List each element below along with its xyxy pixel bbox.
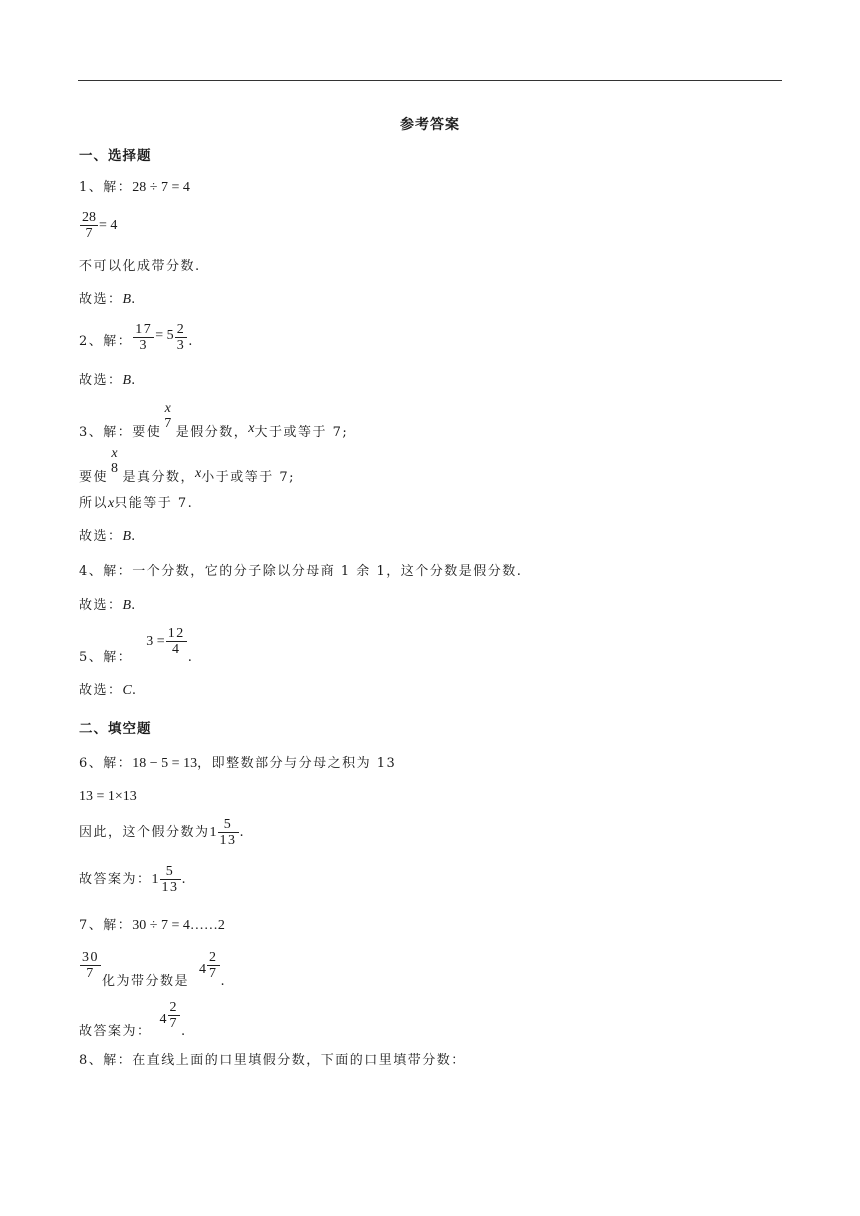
q3-text-3: 是真分数， bbox=[122, 470, 196, 485]
q6-line-1 bbox=[79, 756, 396, 772]
q7-mixed-den: 7 bbox=[209, 966, 218, 981]
q1-answer-prefix: 故选： bbox=[79, 292, 123, 307]
q4-answer-suffix: . bbox=[131, 598, 137, 613]
q5-prefix: 5、解： bbox=[79, 650, 133, 665]
q7-mixed-whole: 4 bbox=[199, 962, 207, 977]
q6-answer bbox=[79, 864, 187, 895]
q5-line bbox=[79, 626, 193, 665]
q7-answer-fraction bbox=[168, 1000, 181, 1031]
q3-line-3 bbox=[79, 496, 193, 512]
header-rule bbox=[78, 80, 782, 81]
q7-fraction-den: 7 bbox=[86, 966, 95, 981]
q3-answer-suffix: . bbox=[131, 529, 137, 544]
q5-lhs: 3 = bbox=[146, 634, 165, 649]
q3-answer-letter: B bbox=[122, 529, 132, 544]
q6-mixed-den: 13 bbox=[219, 833, 237, 848]
q2-answer bbox=[79, 373, 137, 389]
q4-answer-letter: B bbox=[122, 598, 132, 613]
q7-text-1: 化为带分数是 bbox=[102, 974, 190, 989]
q3-var-3: x bbox=[108, 496, 115, 511]
q2-answer-suffix: . bbox=[131, 373, 137, 388]
q2-equals-whole: = 5 bbox=[155, 328, 174, 343]
q7-mixed-num: 2 bbox=[209, 950, 218, 965]
q2-fraction-2-den: 3 bbox=[176, 338, 186, 353]
q7-answer bbox=[79, 1000, 187, 1039]
q1-fraction-rhs: = 4 bbox=[99, 218, 118, 233]
q7-answer-suffix: . bbox=[181, 1024, 187, 1039]
q2-fraction-1 bbox=[133, 322, 154, 353]
q6-answer-whole: 1 bbox=[151, 872, 159, 887]
q7-prefix: 7、解： bbox=[79, 918, 133, 933]
q7-fraction bbox=[80, 950, 101, 981]
q5-fraction bbox=[166, 626, 187, 657]
q2-suffix: . bbox=[188, 334, 194, 349]
section-heading-choice: 一、选择题 bbox=[79, 148, 152, 164]
q7-mixed-fraction bbox=[207, 950, 220, 981]
q2-fraction-1-num: 17 bbox=[135, 322, 153, 337]
q5-answer-suffix: . bbox=[131, 683, 138, 698]
q3-fraction-2-den: 8 bbox=[111, 461, 120, 476]
q6-answer-den: 13 bbox=[161, 880, 179, 895]
q1-fraction-den: 7 bbox=[85, 226, 93, 241]
q1-answer-suffix: . bbox=[131, 292, 137, 307]
q6-mixed-num: 5 bbox=[218, 817, 239, 833]
q7-answer-whole: 4 bbox=[159, 1012, 167, 1027]
q7-fraction-num: 30 bbox=[82, 950, 99, 965]
q1-answer bbox=[79, 292, 137, 308]
q2-fraction-2 bbox=[175, 322, 188, 353]
q3-fraction-1 bbox=[162, 401, 175, 431]
q3-text-2: 大于或等于 7; bbox=[254, 425, 349, 440]
q5-fraction-num: 12 bbox=[167, 626, 185, 641]
q6-answer-prefix: 故答案为： bbox=[79, 872, 152, 887]
q7-line-2 bbox=[79, 950, 226, 989]
q7-eq1: 30 ÷ 7 = 4……2 bbox=[132, 918, 225, 933]
q4-answer bbox=[79, 598, 137, 614]
q8-text: 8、解：在直线上面的口里填假分数，下面的口里填带分数： bbox=[79, 1053, 466, 1068]
q2-answer-letter: B bbox=[122, 373, 132, 388]
q3-line-3-prefix: 所以 bbox=[79, 496, 109, 511]
q2-fraction-1-den: 3 bbox=[139, 338, 149, 353]
q6-text-1: ，即整数部分与分母之积为 13 bbox=[197, 756, 397, 771]
q1-fraction bbox=[80, 210, 98, 241]
q6-mixed-whole: 1 bbox=[209, 825, 217, 840]
q3-line-2-prefix: 要使 bbox=[79, 470, 109, 485]
q7-suffix: . bbox=[220, 974, 227, 989]
q7-answer-num: 2 bbox=[169, 1000, 179, 1015]
q4-answer-prefix: 故选： bbox=[79, 598, 123, 613]
q2-prefix: 2、解： bbox=[79, 334, 133, 349]
q5-fraction-den: 4 bbox=[171, 642, 181, 657]
q1-eq1: 28 ÷ 7 = 4 bbox=[132, 180, 190, 195]
q3-var-1: x bbox=[248, 421, 255, 436]
q2-fraction-2-num: 2 bbox=[176, 322, 186, 337]
page-title: 参考答案 bbox=[400, 117, 460, 133]
q6-suffix: . bbox=[239, 825, 246, 840]
q6-line-3 bbox=[79, 817, 245, 848]
q3-text-5: 只能等于 7. bbox=[114, 496, 194, 511]
q2-answer-prefix: 故选： bbox=[79, 373, 123, 388]
q3-fraction-1-den: 7 bbox=[164, 416, 173, 431]
q3-answer bbox=[79, 529, 137, 545]
q3-text-4: 小于或等于 7; bbox=[201, 470, 296, 485]
q7-answer-den: 7 bbox=[169, 1016, 179, 1031]
q6-mixed-fraction bbox=[218, 817, 239, 848]
q6-text-2: 因此，这个假分数为 bbox=[79, 825, 210, 840]
q7-line-1 bbox=[79, 918, 225, 934]
q5-suffix: . bbox=[187, 650, 194, 665]
q5-answer-letter: C bbox=[122, 683, 132, 698]
q3-fraction-2-num: x bbox=[111, 446, 120, 461]
q6-answer-num: 5 bbox=[160, 864, 181, 880]
q1-text: 不可以化成带分数. bbox=[79, 259, 201, 274]
q6-prefix: 6、解： bbox=[79, 756, 133, 771]
q3-text-1: 是假分数， bbox=[175, 425, 249, 440]
q6-eq2: 13 = 1×13 bbox=[79, 789, 137, 804]
q3-line-2 bbox=[79, 446, 295, 485]
q7-answer-prefix: 故答案为： bbox=[79, 1024, 152, 1039]
q5-answer-prefix: 故选： bbox=[79, 683, 123, 698]
q3-line-1 bbox=[79, 401, 348, 440]
q5-answer bbox=[79, 683, 138, 699]
section-heading-fill: 二、填空题 bbox=[79, 721, 152, 737]
q6-answer-fraction bbox=[160, 864, 181, 895]
q1-answer-letter: B bbox=[122, 292, 132, 307]
q1-line-1 bbox=[79, 180, 190, 196]
q6-answer-suffix: . bbox=[181, 872, 188, 887]
q2-line bbox=[79, 322, 194, 353]
q3-fraction-1-num: x bbox=[164, 401, 173, 416]
q1-prefix: 1、解： bbox=[79, 180, 133, 195]
q1-fraction-num: 28 bbox=[82, 210, 96, 225]
q3-prefix: 3、解：要使 bbox=[79, 425, 162, 440]
q6-eq1: 18 − 5 = 13 bbox=[132, 756, 198, 771]
q3-answer-prefix: 故选： bbox=[79, 529, 123, 544]
q3-var-2: x bbox=[195, 466, 202, 481]
q3-fraction-2 bbox=[109, 446, 122, 476]
q6-line-2 bbox=[79, 789, 137, 805]
q1-fraction-line bbox=[79, 210, 117, 241]
q4-text: 4、解：一个分数，它的分子除以分母商 1 余 1，这个分数是假分数. bbox=[79, 564, 523, 579]
